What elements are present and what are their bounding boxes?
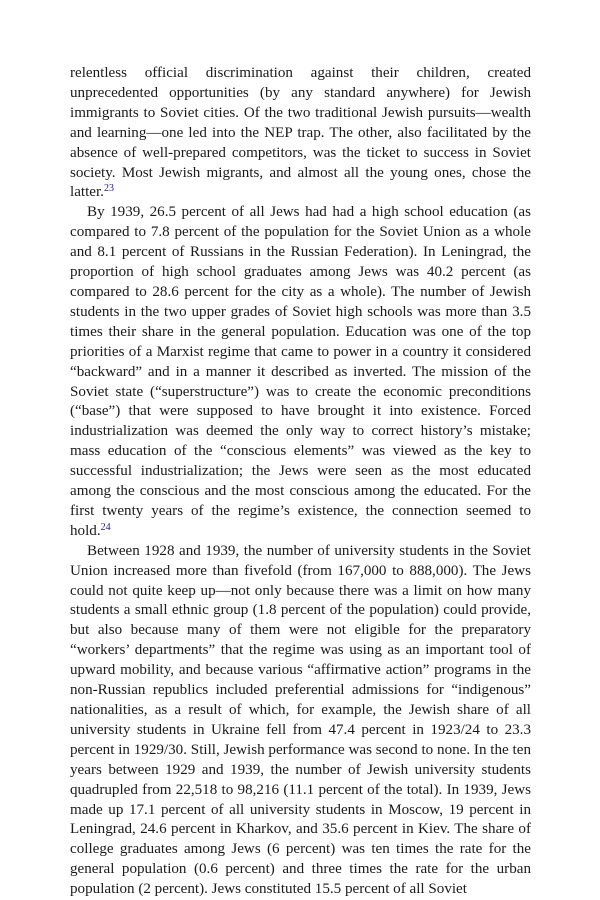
paragraph-text: By 1939, 26.5 percent of all Jews had had a high school education (as compared to 7.8 percent of the population for the Soviet Union as a whole and 8.1 percent of Russians in the Russian Federation). In Leningrad, the proportion of high school graduates among Jews was 40.2 percent (as compared to 28.6 percent for the city as a whole). The number of Jewish students in the two upper grades of Soviet high schools was more than 3.5 times their share in the general population. Education was one of the top priorities of a Marxist regime that came to power in a country it considered “backward” and in a manner it described as inverted. The mission of the Soviet state (“superstructure”) was to create the economic preconditions (“base”) that were supposed to have brought it into existence. Forced industrialization was deemed the only way to correct history’s mistake; mass education of the “conscious elements” was viewed as the key to successful industrialization; the Jews were seen as the most educated among the conscious and the most conscious among the educated. For the first twenty years of the regime’s existence, the connection seemed to hold. xyxy=(70,204,531,539)
paragraph-university-students xyxy=(70,542,531,900)
paragraph-text: Between 1928 and 1939, the number of university students in the Soviet Union increased more than fivefold (from 167,000 to 888,000). The Jews could not quite keep up—not only because there was a limit on how many students a small ethnic group (1.8 percent of the population) could provide, but also because many of them were not eligible for the preparatory “workers’ departments” that the regime was using as an important tool of upward mobility, and because various “affirmative action” programs in the non-Russian republics included preferential admissions for “indigenous” nationalities, as a result of which, for example, the Jewish share of all university students in Ukraine fell from 47.4 percent in 1923/24 to 23.3 percent in 1929/30. Still, Jewish performance was second to none. In the ten years between 1929 and 1939, the number of Jewish university students quadrupled from 22,518 to 98,216 (11.1 percent of the total). In 1939, Jews made up 17.1 percent of all university students in Moscow, 19 percent in Leningrad, 24.6 percent in Kharkov, and 35.6 percent in Kiev. The share of college graduates among Jews (6 percent) was ten times the rate for the general population (0.6 percent) and three times the rate for the urban population (2 percent). Jews constituted 15.5 percent of all Soviet xyxy=(70,542,531,898)
footnote-ref-24[interactable]: 24 xyxy=(100,521,111,533)
paragraph-education-1939 xyxy=(70,203,531,541)
paragraph-continuation xyxy=(70,64,531,203)
document-page xyxy=(70,64,531,900)
footnote-ref-23[interactable]: 23 xyxy=(103,183,114,195)
paragraph-text: relentless official discrimination against their children, created unprecedented opportunities (by any standard anywhere) for Jewish immigrants to Soviet cities. Of the two traditional Jewish pursuits—wealth and learning—one led into the NEP trap. The other, also facilitated by the absence of well-prepared competitors, was the ticket to success in Soviet society. Most Jewish migrants, and almost all the young ones, chose the latter. xyxy=(70,65,531,201)
